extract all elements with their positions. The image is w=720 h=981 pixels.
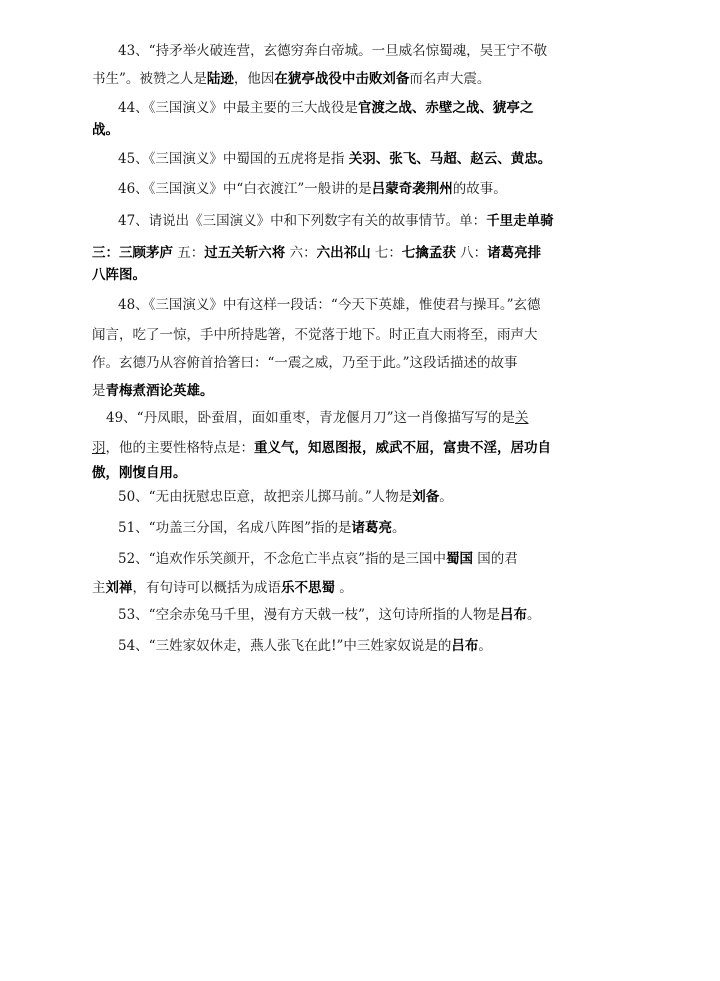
q52-line-2: 主刘禅，有句诗可以概括为成语乐不思蜀 。 [92, 580, 353, 596]
q49-line-3: 傲，刚愎自用。 [92, 465, 187, 481]
q48-line-4: 是青梅煮酒论英雄。 [92, 383, 214, 399]
q43-line-1: 43、“持矛举火破连营，玄德穷奔白帝城。一旦威名惊蜀魂，吴王宁不敬 [118, 43, 548, 59]
q54: 54、“三姓家奴休走，燕人张飞在此!”中三姓家奴说是的吕布。 [118, 638, 492, 654]
q52-line-1: 52、“追欢作乐笑颜开，不念危亡半点哀”指的是三国中蜀国 国的君 [118, 551, 518, 567]
q47-line-2: 三：三顾茅庐 五：过五关斩六将 六：六出祁山 七：七擒孟获 八：诸葛亮排 [92, 245, 542, 261]
q53: 53、“空余赤兔马千里，漫有方天戟一枝”，这句诗所指的人物是吕布。 [118, 607, 541, 623]
q49-line-1: 49、“丹凤眼，卧蚕眉，面如重枣，青龙偃月刀”这一肖像描写写的是关 [106, 410, 529, 426]
q48-line-2: 闻言，吃了一惊，手中所持匙箸，不觉落于地下。时正直大雨将至，雨声大 [92, 327, 538, 343]
q44-line-1: 44、《三国演义》中最主要的三大战役是官渡之战、赤壁之战、猇亭之 [118, 100, 534, 116]
q48-line-3: 作。玄德乃从容俯首拾箸曰：“一震之威，乃至于此。”这段话描述的故事 [92, 355, 518, 371]
q45: 45、《三国演义》中蜀国的五虎将是指 关羽、张飞、马超、赵云、黄忠。 [118, 151, 552, 167]
q47-line-3: 八阵图。 [92, 267, 146, 283]
q47-line-1: 47、请说出《三国演义》中和下列数字有关的故事情节。单：千里走单骑 [118, 213, 554, 229]
q43-line-2: 书生”。被赞之人是陆逊，他因在猇亭战役中击败刘备而名声大震。 [92, 71, 491, 87]
q48-line-1: 48、《三国演义》中有这样一段话：“今天下英雄，惟使君与操耳。”玄德 [118, 297, 541, 313]
q50: 50、“无由抚慰忠臣意，故把亲儿掷马前。”人物是刘备。 [118, 489, 453, 505]
q51: 51、“功盖三分国，名成八阵图”指的是诸葛亮。 [118, 520, 406, 536]
q44-line-2: 战。 [92, 122, 119, 138]
q46: 46、《三国演义》中“白衣渡江”一般讲的是吕蒙奇袭荆州的故事。 [118, 181, 507, 197]
q49-line-2: 羽，他的主要性格特点是：重义气，知恩图报，威武不屈，富贵不淫，居功自 [92, 440, 551, 456]
